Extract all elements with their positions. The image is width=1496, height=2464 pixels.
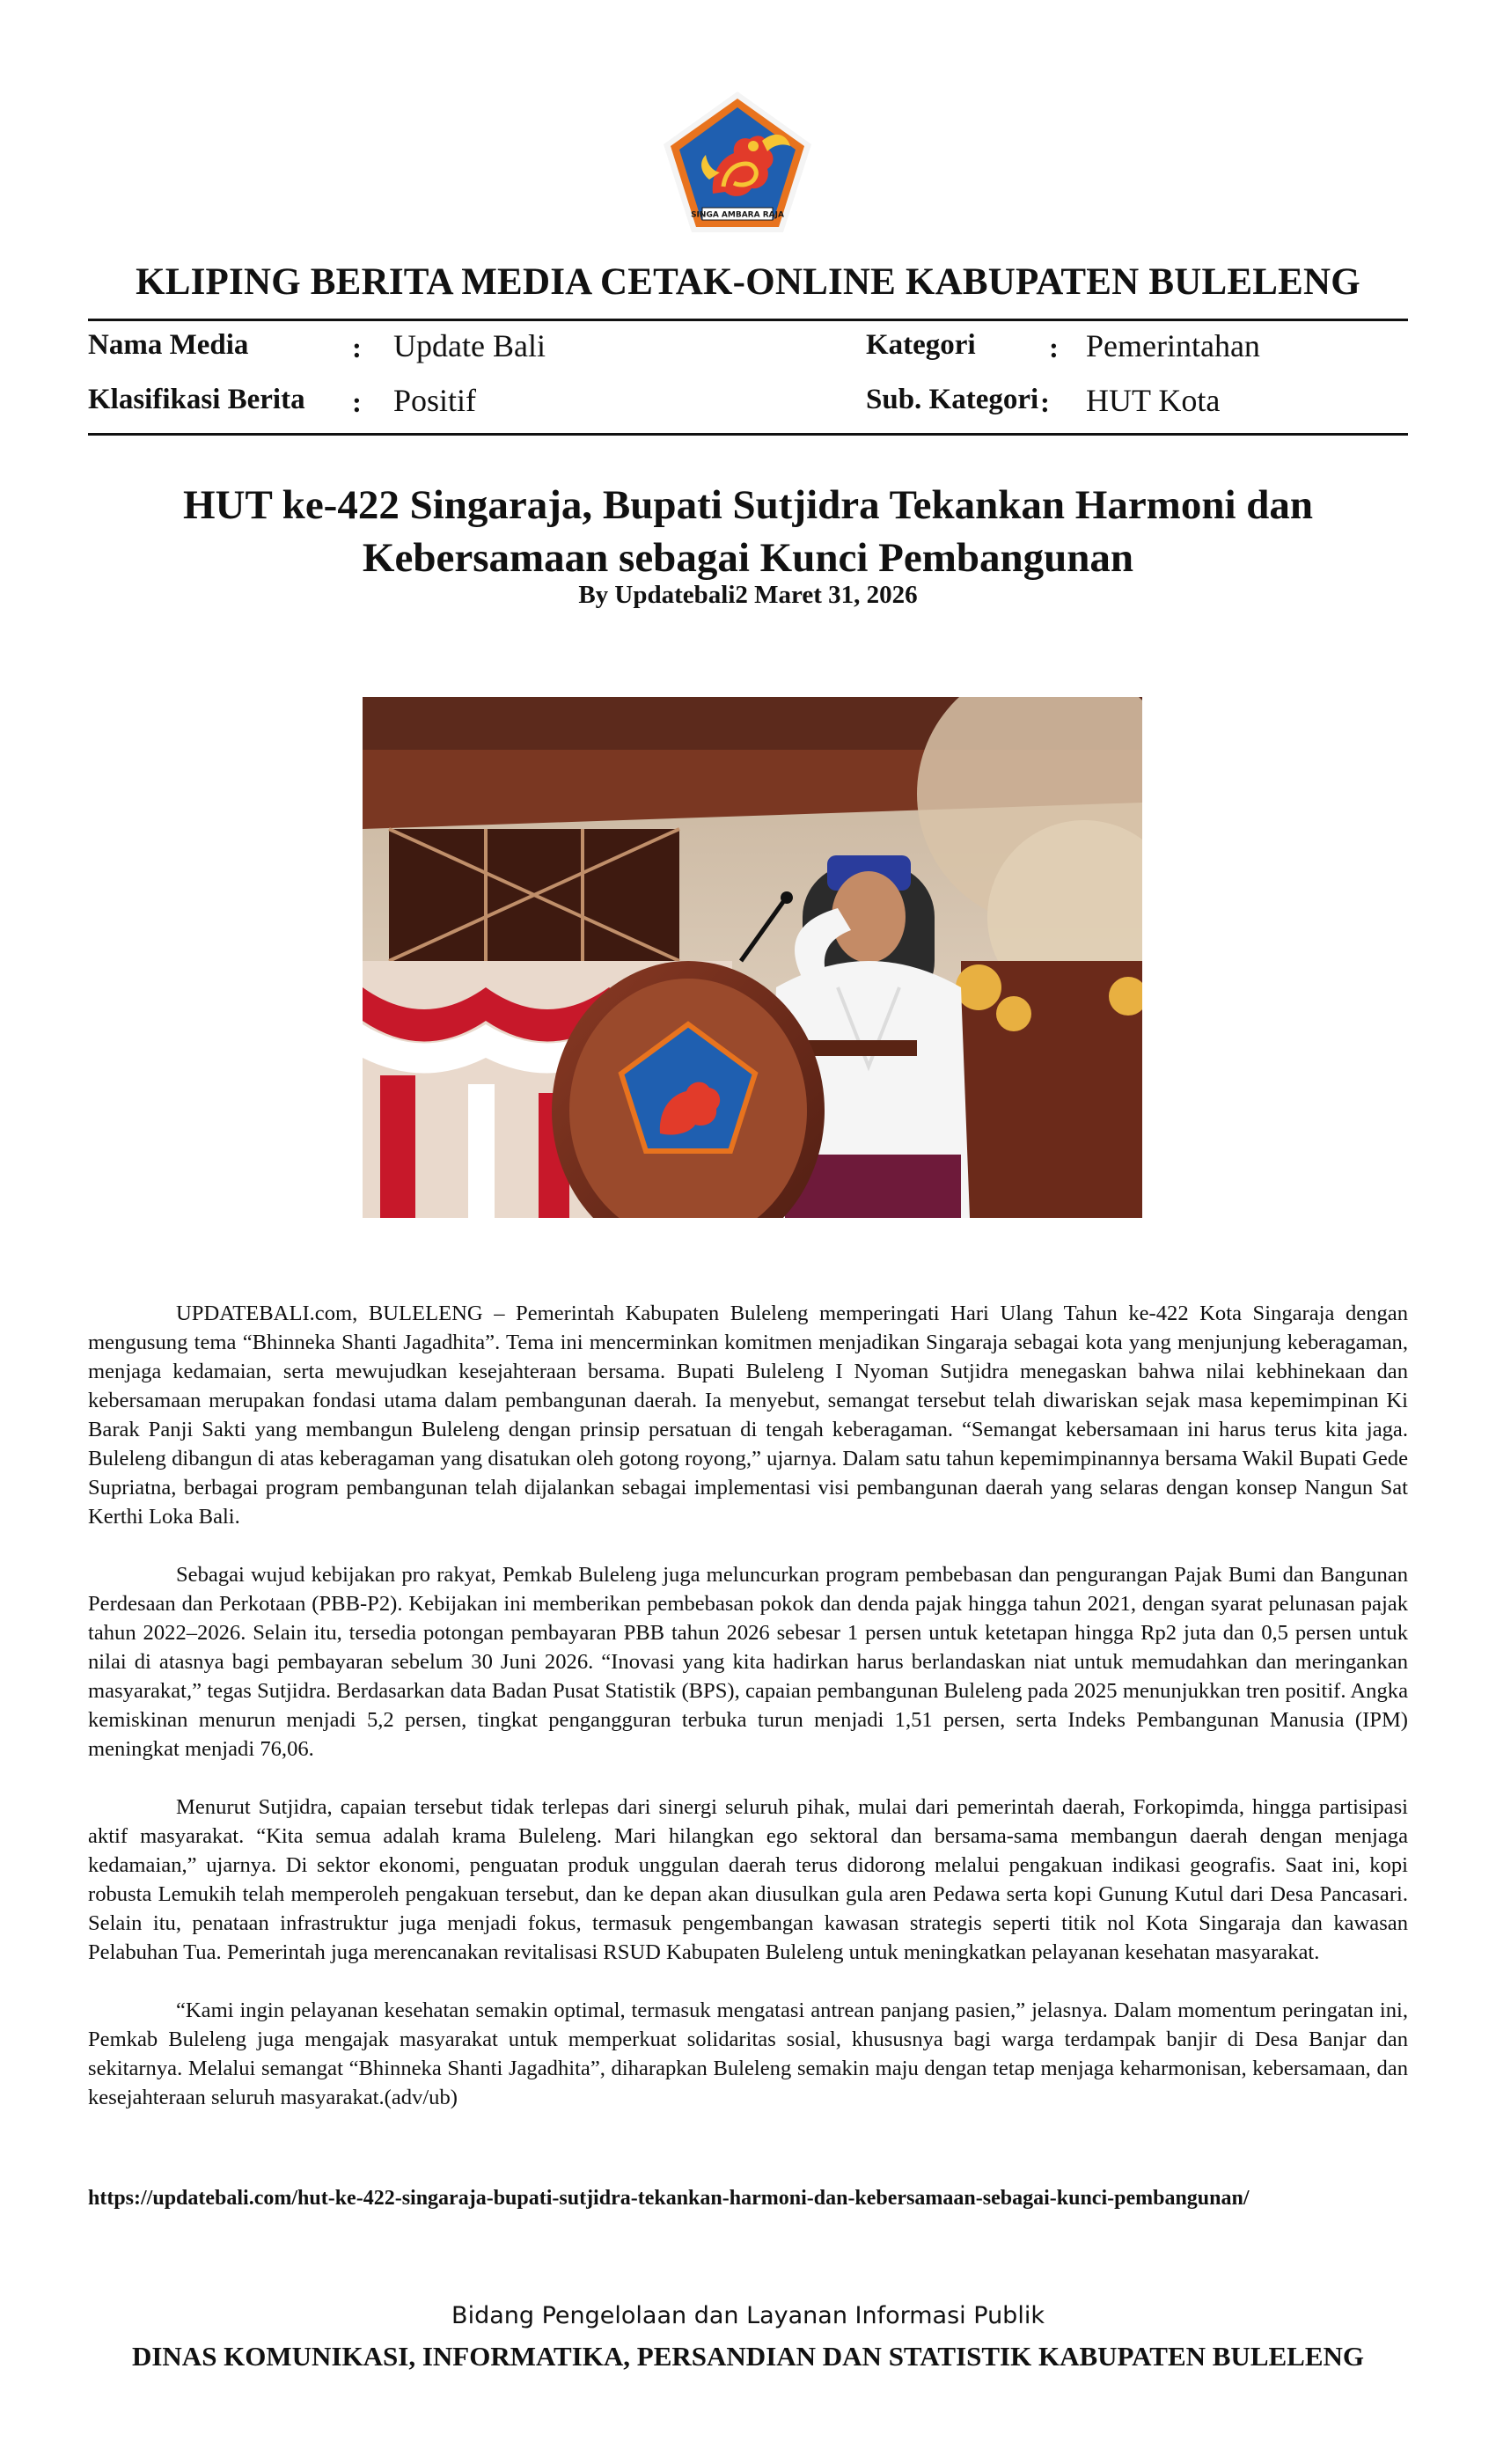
footer-organization: DINAS KOMUNIKASI, INFORMATIKA, PERSANDIAN DAN STATISTIK KABUPATEN BULELENG [131,2341,1365,2372]
media-value: Update Bali [393,328,546,363]
classification-label: Klasifikasi Berita [88,384,305,415]
category-value: Pemerintahan [1086,328,1260,363]
article-body [88,1299,1408,2141]
media-colon: : [352,333,362,364]
header-divider-bottom [88,433,1408,436]
meta-row-classification [0,384,1496,422]
source-url-link[interactable]: https://updatebali.com/hut-ke-422-singaraja-bupati-sutjidra-tekankan-harmoni-dan-kebersamaan-sebagai-kunci-pembangunan/ [88,2187,1250,2210]
subcategory-value: HUT Kota [1086,383,1221,418]
document-header-title: KLIPING BERITA MEDIA CETAK-ONLINE KABUPATEN BULELENG [136,261,1360,303]
category-label: Kategori [866,329,976,361]
footer-department: Bidang Pengelolaan dan Layanan Informasi Publik [451,2302,1045,2329]
article-title-line-1: HUT ke-422 Singaraja, Bupati Sutjidra Tekankan Harmoni dan [182,482,1314,528]
buleleng-emblem-logo [658,88,817,238]
article-photo [363,697,1142,1218]
article-title-line-2: Kebersamaan sebagai Kunci Pembangunan [362,535,1134,581]
classification-value: Positif [393,383,477,418]
category-colon: : [1049,333,1059,364]
article-paragraph: Sebagai wujud kebijakan pro rakyat, Pemkab Buleleng juga meluncurkan program pembebasan dan pengurangan Pajak Bumi dan Bangunan Perdesaan dan Perkotaan (PBB-P2). Kebijakan ini memberikan pembebasan pokok dan denda pajak hingga tahun 2021, dengan syarat pelunasan pajak tahun 2022–2026. Selain itu, tersedia potongan pembayaran PBB tahun 2026 sebesar 1 persen untuk ketetapan hingga Rp2 juta dan 0,5 persen untuk nilai di atasnya bagi pembayaran sebelum 30 Juni 2026. “Inovasi yang kita hadirkan harus berlandaskan niat untuk memudahkan dan meringankan masyarakat,” tegas Sutjidra. Berdasarkan data Badan Pusat Statistik (BPS), capaian pembangunan Buleleng pada 2025 menunjukkan tren positif. Angka kemiskinan menurun menjadi 5,2 persen, tingkat pengangguran terbuka turun menjadi 1,51 persen, serta Indeks Pembangunan Manusia (IPM) meningkat menjadi 76,06. [88,1563,1408,1761]
classification-colon: : [352,387,362,419]
subcategory-label: Sub. Kategori [866,384,1039,415]
meta-row-media [0,329,1496,368]
logo-motto: SINGA AMBARA RAJA [691,210,784,220]
subcategory-colon: : [1040,387,1050,419]
header-divider-top [88,319,1408,321]
article-byline: By Updatebali2 Maret 31, 2026 [578,581,918,609]
article-paragraph: Menurut Sutjidra, capaian tersebut tidak terlepas dari sinergi seluruh pihak, mulai dari pemerintah daerah, Forkopimda, hingga partisipasi aktif masyarakat. “Kita semua adalah krama Buleleng. Mari hilangkan ego sektoral dan bersama-sama membangun daerah dengan menjaga kedamaian,” ujarnya. Di sektor ekonomi, penguatan produk unggulan daerah terus didorong melalui pengakuan indikasi geografis. Saat ini, kopi robusta Lemukih telah memperoleh pengakuan tersebut, dan ke depan akan diusulkan gula aren Pedawa serta kopi Gunung Kutul dari Desa Pancasari. Selain itu, penataan infrastruktur juga menjadi fokus, termasuk pengembangan kawasan strategis seperti titik nol Kota Singaraja dan kawasan Pelabuhan Tua. Pemerintah juga merencanakan revitalisasi RSUD Kabupaten Buleleng untuk meningkatkan pelayanan kesehatan masyarakat. [88,1795,1408,1964]
article-paragraph: UPDATEBALI.com, BULELENG – Pemerintah Kabupaten Buleleng memperingati Hari Ulang Tahun ke-422 Kota Singaraja dengan mengusung tema “Bhinneka Shanti Jagadhita”. Tema ini mencerminkan komitmen menjadikan Singaraja sebagai kota yang menjunjung keberagaman, menjaga kedamaian, serta mewujudkan kesejahteraan bersama. Bupati Buleleng I Nyoman Sutjidra menegaskan bahwa nilai kebhinekaan dan kebersamaan merupakan fondasi utama dalam pembangunan daerah. Ia menyebut, semangat tersebut telah diwariskan sejak masa kepemimpinan Ki Barak Panji Sakti yang membangun Buleleng dengan prinsip persatuan di tengah keberagaman. “Semangat kebersamaan ini harus terus kita jaga. Buleleng dibangun di atas keberagaman yang disatukan oleh gotong royong,” ujarnya. Dalam satu tahun kepemimpinannya bersama Wakil Bupati Gede Supriatna, berbagai program pembangunan telah dijalankan sebagai implementasi visi pembangunan daerah yang selaras dengan konsep Nangun Sat Kerthi Loka Bali. [88,1302,1408,1529]
media-label: Nama Media [88,329,249,361]
article-title [123,479,1373,584]
article-paragraph: “Kami ingin pelayanan kesehatan semakin optimal, termasuk mengatasi antrean panjang pasien,” jelasnya. Dalam momentum peringatan ini, Pemkab Buleleng juga mengajak masyarakat untuk memperkuat solidaritas sosial, khususnya bagi warga terdampak banjir di Desa Banjar dan sekitarnya. Melalui semangat “Bhinneka Shanti Jagadhita”, diharapkan Buleleng semakin maju dengan tetap menjaga keharmonisan, kebersamaan, dan kesejahteraan seluruh masyarakat.(adv/ub) [88,1998,1408,2109]
